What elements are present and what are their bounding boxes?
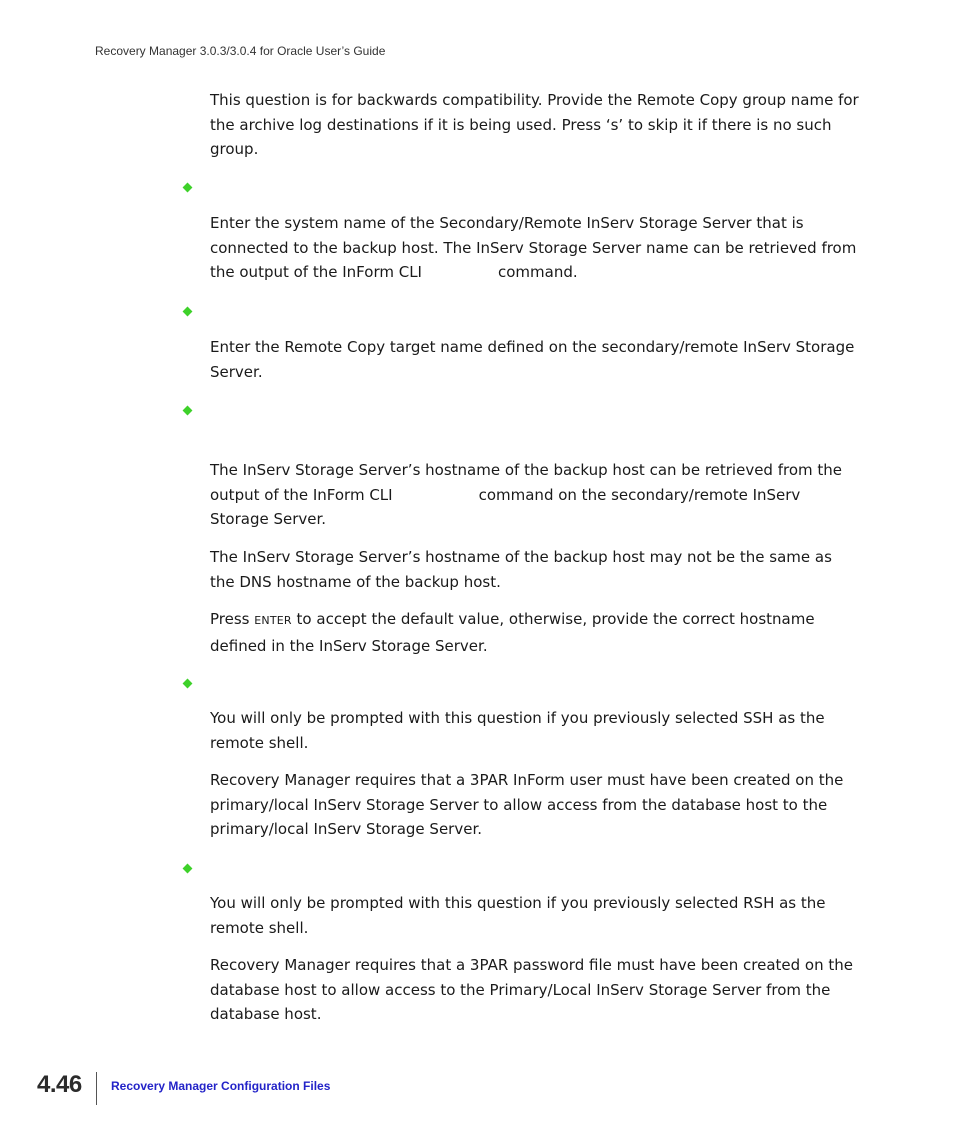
running-header: Recovery Manager 3.0.3/3.0.4 for Oracle User’s Guide (95, 44, 386, 58)
page-number: 4.46 (37, 1071, 82, 1098)
paragraph-inform-user: Recovery Manager requires that a 3PAR InForm user must have been created on the primary/local InServ Storage Server to allow access from the database host to the primary/local InServ Storage Server. (210, 771, 844, 839)
bullet-diamond-icon (183, 679, 193, 689)
paragraph-password-file: Recovery Manager requires that a 3PAR password file must have been created on the database host to allow access to the Primary/Local InServ Storage Server from the database host. (210, 956, 853, 1024)
paragraph-remote-copy-group: This question is for backwards compatibility. Provide the Remote Copy group name for the archive log destinations if it is being used. Press ‘s’ to skip it if there is no such group. (210, 91, 859, 159)
paragraph-text: The InServ Storage Server’s hostname of the backup host can be retrieved from the output of the InForm CLI (210, 461, 843, 504)
bullet-diamond-icon (183, 307, 193, 317)
paragraph-secondary-system-name (210, 211, 860, 285)
paragraph-ssh-prompt: You will only be prompted with this question if you previously selected SSH as the remote shell. (210, 709, 825, 752)
paragraph-text: command. (497, 263, 578, 282)
paragraph-press-enter (210, 607, 860, 658)
paragraph-text: Press (210, 610, 250, 628)
enter-key-label: ENTER (254, 614, 292, 627)
paragraph-remote-copy-target: Enter the Remote Copy target name defined on the secondary/remote InServ Storage Server. (210, 338, 855, 381)
paragraph-text: command on the secondary/remote InServ Storage Server. (210, 485, 801, 529)
paragraph-text: Enter the system name of the Secondary/Remote InServ Storage Server that is connected to the backup host. The InServ Storage Server name can be retrieved from the output of the InForm CLI (210, 214, 857, 282)
bullet-diamond-icon (183, 183, 193, 193)
bullet-diamond-icon (183, 864, 193, 874)
footer-section-title: Recovery Manager Configuration Files (111, 1079, 331, 1093)
footer-divider (96, 1072, 97, 1105)
paragraph-text: to accept the default value, otherwise, provide the correct hostname defined in the InServ Storage Server. (210, 610, 815, 655)
paragraph-backup-hostname (210, 458, 860, 532)
paragraph-dns-hostname: The InServ Storage Server’s hostname of the backup host may not be the same as the DNS hostname of the backup host. (210, 548, 832, 591)
bullet-diamond-icon (183, 406, 193, 416)
paragraph-rsh-prompt: You will only be prompted with this question if you previously selected RSH as the remote shell. (210, 894, 826, 937)
